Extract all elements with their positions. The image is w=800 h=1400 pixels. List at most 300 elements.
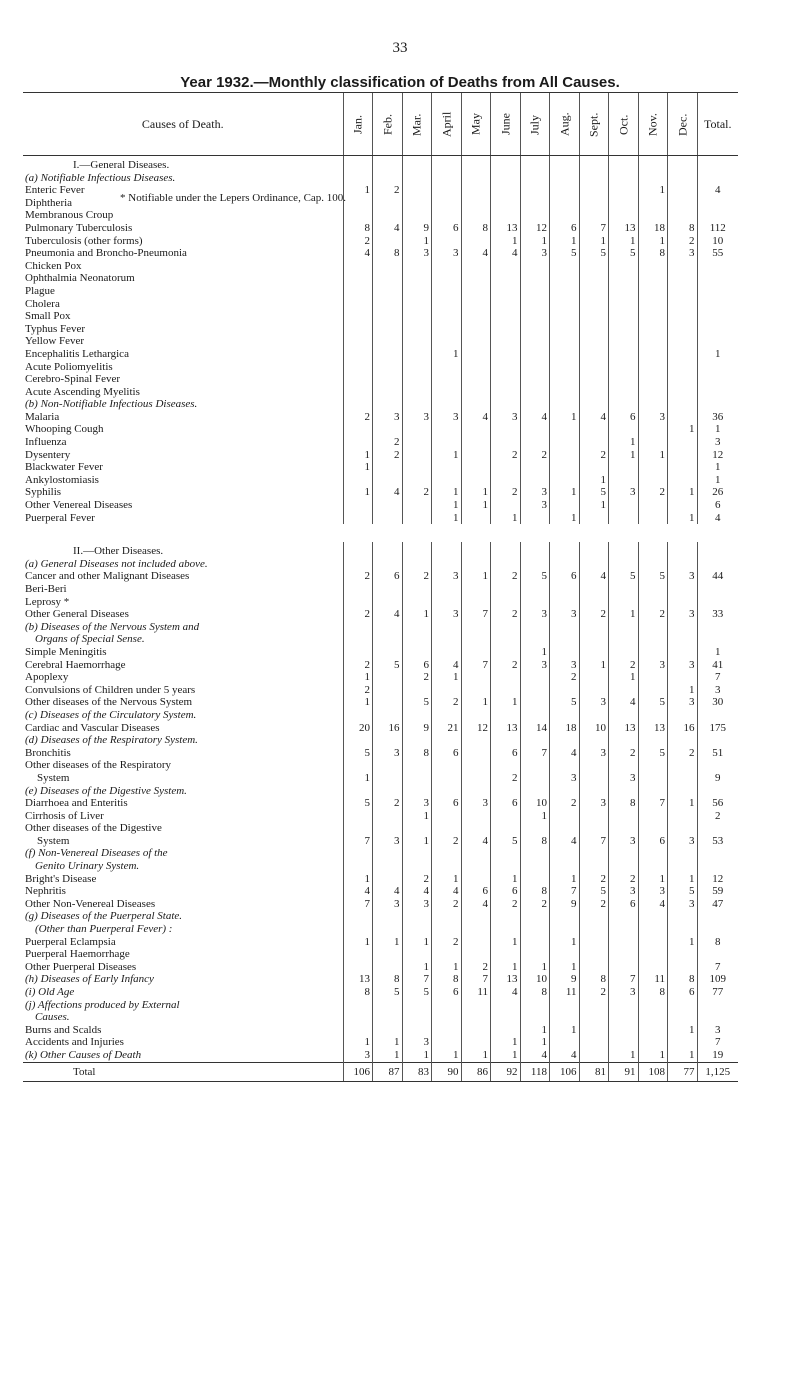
month-value-cell: 2 (343, 659, 373, 672)
month-value-cell: 5 (609, 570, 639, 583)
month-value-cell (609, 936, 639, 949)
month-value-cell (520, 335, 550, 348)
month-value-cell: 3 (491, 411, 521, 424)
month-value-cell: 3 (520, 486, 550, 499)
month-value-cell (520, 696, 550, 709)
month-value-cell: 1 (638, 449, 668, 462)
month-value-cell: 4 (343, 247, 373, 260)
month-value-cell (668, 759, 698, 772)
month-value-cell (402, 948, 432, 961)
month-value-cell: 6 (432, 222, 462, 235)
cause-label: Simple Meningitis (25, 645, 107, 658)
table-row (23, 386, 738, 399)
empty-cell (343, 709, 373, 722)
empty-cell (432, 398, 462, 411)
month-value-cell: 9 (550, 898, 580, 911)
month-value-cell (432, 461, 462, 474)
table-row (23, 973, 738, 986)
month-value-cell (609, 373, 639, 386)
month-value-cell (432, 386, 462, 399)
total-value-cell (697, 285, 738, 298)
cause-label: (i) Old Age (25, 986, 75, 998)
month-value-cell: 2 (579, 449, 609, 462)
empty-cell (461, 621, 491, 634)
empty-cell (609, 734, 639, 747)
empty-cell (373, 1011, 403, 1024)
empty-cell (579, 558, 609, 571)
table-row (23, 961, 738, 974)
month-value-cell: 7 (550, 885, 580, 898)
month-value-cell (402, 285, 432, 298)
month-value-cell: 3 (609, 885, 639, 898)
empty-cell (668, 1011, 698, 1024)
empty-cell (520, 156, 550, 172)
month-value-cell: 8 (373, 247, 403, 260)
month-value-cell: 8 (373, 973, 403, 986)
table-row (23, 348, 738, 361)
empty-cell (491, 785, 521, 798)
month-value-cell (461, 512, 491, 525)
month-value-cell (609, 348, 639, 361)
empty-cell (609, 1011, 639, 1024)
empty-cell (668, 172, 698, 185)
month-value-cell (373, 684, 403, 697)
month-value-cell (550, 436, 580, 449)
month-value-cell (579, 596, 609, 609)
month-value-cell: 4 (343, 885, 373, 898)
month-value-cell (609, 184, 639, 197)
cause-label: Puerperal Eclampsia (25, 935, 116, 948)
month-value-cell: 7 (579, 222, 609, 235)
cause-label: (a) Notifiable Infectious Diseases. (25, 171, 176, 184)
month-value-cell (579, 197, 609, 210)
cause-label: Diphtheria (25, 196, 73, 209)
month-value-cell (461, 948, 491, 961)
empty-cell (520, 1011, 550, 1024)
month-value-cell (638, 260, 668, 273)
group-heading-row (23, 999, 738, 1012)
month-value-cell (461, 436, 491, 449)
month-value-cell (402, 209, 432, 222)
cause-label: (j) Affections produced by External (25, 998, 180, 1011)
month-value-cell: 1 (402, 235, 432, 248)
month-value-cell (550, 759, 580, 772)
empty-cell (402, 785, 432, 798)
empty-cell (668, 785, 698, 798)
month-value-cell: 7 (343, 898, 373, 911)
empty-cell (550, 785, 580, 798)
empty-cell (491, 558, 521, 571)
month-value-cell (343, 386, 373, 399)
month-value-cell (609, 499, 639, 512)
empty-cell (432, 734, 462, 747)
total-value-cell (697, 596, 738, 609)
empty-cell (550, 999, 580, 1012)
page-number: 33 (392, 40, 408, 56)
month-header: Mar. (402, 93, 432, 156)
month-value-cell (343, 948, 373, 961)
total-value-cell (697, 197, 738, 210)
month-value-cell: 8 (520, 835, 550, 848)
month-value-cell: 10 (520, 797, 550, 810)
month-value-cell (491, 948, 521, 961)
month-value-cell (461, 747, 491, 760)
month-value-cell (432, 197, 462, 210)
month-value-cell (373, 873, 403, 886)
month-value-cell: 1 (609, 449, 639, 462)
month-value-cell (402, 184, 432, 197)
empty-cell (579, 709, 609, 722)
empty-cell (668, 709, 698, 722)
month-value-cell: 5 (638, 696, 668, 709)
month-value-cell: 3 (638, 885, 668, 898)
month-value-cell (491, 1024, 521, 1037)
month-value-cell: 3 (668, 608, 698, 621)
month-value-cell (402, 335, 432, 348)
empty-cell (579, 398, 609, 411)
month-value-cell: 3 (579, 696, 609, 709)
table-row (23, 722, 738, 735)
empty-cell (402, 923, 432, 936)
month-value-cell (520, 512, 550, 525)
cause-label: I.—General Diseases. (73, 159, 170, 171)
empty-cell (432, 709, 462, 722)
month-value-cell (491, 684, 521, 697)
month-value-cell (432, 1036, 462, 1049)
month-value-cell: 8 (461, 222, 491, 235)
cause-label: Blackwater Fever (25, 461, 103, 474)
month-value-cell: 2 (343, 570, 373, 583)
cause-label: Cholera (25, 297, 60, 310)
month-value-cell: 1 (343, 486, 373, 499)
empty-cell (461, 558, 491, 571)
total-value-cell (697, 948, 738, 961)
month-value-cell (432, 209, 462, 222)
group-heading-row (23, 1011, 738, 1024)
month-value-cell: 6 (491, 747, 521, 760)
month-value-cell (550, 386, 580, 399)
month-value-cell: 3 (668, 247, 698, 260)
table-row (23, 247, 738, 260)
month-value-cell: 1 (609, 671, 639, 684)
month-value-cell (638, 348, 668, 361)
empty-cell (432, 923, 462, 936)
month-value-cell: 1 (343, 184, 373, 197)
empty-cell (461, 860, 491, 873)
total-value-cell: 2 (697, 810, 738, 823)
month-value-cell (432, 310, 462, 323)
month-value-cell (609, 260, 639, 273)
month-value-cell (432, 646, 462, 659)
month-value-cell (668, 449, 698, 462)
month-value-cell: 1 (491, 873, 521, 886)
empty-cell (609, 785, 639, 798)
empty-cell (402, 734, 432, 747)
table-row (23, 747, 738, 760)
month-value-cell (461, 335, 491, 348)
month-value-cell (579, 583, 609, 596)
cause-column-header: Causes of Death. (23, 93, 343, 156)
empty-cell (550, 709, 580, 722)
month-value-cell: 2 (373, 436, 403, 449)
empty-cell (402, 542, 432, 558)
month-value-cell: 83 (402, 1062, 432, 1082)
month-value-cell (550, 684, 580, 697)
month-value-cell (550, 373, 580, 386)
total-value-cell: 77 (697, 986, 738, 999)
month-value-cell (461, 310, 491, 323)
month-value-cell (373, 596, 403, 609)
month-value-cell: 2 (491, 898, 521, 911)
empty-cell (579, 999, 609, 1012)
month-value-cell (491, 461, 521, 474)
month-value-cell (402, 197, 432, 210)
month-value-cell: 3 (668, 898, 698, 911)
month-value-cell (343, 373, 373, 386)
month-value-cell (550, 499, 580, 512)
empty-cell (343, 558, 373, 571)
month-value-cell (668, 499, 698, 512)
table-row (23, 646, 738, 659)
empty-cell (520, 910, 550, 923)
empty-cell (579, 734, 609, 747)
month-value-cell (550, 474, 580, 487)
month-value-cell: 13 (491, 222, 521, 235)
month-value-cell: 1 (550, 235, 580, 248)
empty-cell (373, 734, 403, 747)
month-value-cell: 6 (373, 570, 403, 583)
table-row (23, 1024, 738, 1037)
month-value-cell: 2 (373, 449, 403, 462)
empty-cell (402, 156, 432, 172)
month-value-cell (609, 310, 639, 323)
month-value-cell (432, 759, 462, 772)
month-value-cell (343, 499, 373, 512)
total-value-cell (697, 272, 738, 285)
month-value-cell (579, 671, 609, 684)
month-value-cell (343, 260, 373, 273)
month-value-cell: 1 (432, 1049, 462, 1062)
total-row (23, 1062, 738, 1082)
empty-cell (461, 156, 491, 172)
month-value-cell: 106 (343, 1062, 373, 1082)
month-value-cell (550, 285, 580, 298)
month-value-cell: 92 (491, 1062, 521, 1082)
month-value-cell (373, 822, 403, 835)
month-value-cell: 2 (432, 898, 462, 911)
month-value-cell (461, 1024, 491, 1037)
month-value-cell: 8 (609, 797, 639, 810)
table-row (23, 486, 738, 499)
month-value-cell (579, 759, 609, 772)
month-value-cell (402, 361, 432, 374)
total-value-cell (697, 583, 738, 596)
empty-cell (491, 542, 521, 558)
cause-label: Ophthalmia Neonatorum (25, 272, 135, 285)
empty-cell (343, 847, 373, 860)
empty-cell (550, 847, 580, 860)
month-value-cell (668, 209, 698, 222)
month-value-cell (609, 461, 639, 474)
month-value-cell: 6 (432, 747, 462, 760)
month-value-cell: 1 (491, 1049, 521, 1062)
empty-cell (697, 1011, 738, 1024)
table-header-row (23, 93, 738, 156)
total-column-header: Total. (697, 93, 738, 156)
total-value-cell: 12 (697, 449, 738, 462)
total-value-cell: 1 (697, 461, 738, 474)
month-value-cell (402, 646, 432, 659)
month-value-cell: 2 (579, 608, 609, 621)
month-value-cell: 3 (343, 1049, 373, 1062)
month-value-cell (432, 323, 462, 336)
month-value-cell (432, 436, 462, 449)
month-value-cell: 3 (668, 696, 698, 709)
month-value-cell (520, 184, 550, 197)
month-value-cell (550, 272, 580, 285)
month-value-cell (461, 373, 491, 386)
table-row (23, 1049, 738, 1062)
empty-cell (461, 785, 491, 798)
empty-cell (343, 542, 373, 558)
empty-cell (638, 558, 668, 571)
month-value-cell: 7 (402, 973, 432, 986)
empty-cell (343, 398, 373, 411)
empty-cell (638, 860, 668, 873)
empty-cell (668, 910, 698, 923)
cause-label: Dysentery (25, 448, 71, 461)
month-value-cell: 3 (668, 835, 698, 848)
month-value-cell: 1 (461, 1049, 491, 1062)
empty-cell (579, 542, 609, 558)
month-value-cell: 6 (432, 986, 462, 999)
empty-cell (697, 999, 738, 1012)
month-value-cell: 118 (520, 1062, 550, 1082)
month-value-cell (461, 461, 491, 474)
month-value-cell (579, 209, 609, 222)
empty-cell (343, 785, 373, 798)
cause-label: Enteric Fever (25, 184, 85, 197)
month-value-cell (609, 323, 639, 336)
cause-label: (b) Diseases of the Nervous System and (25, 620, 200, 633)
month-value-cell (579, 423, 609, 436)
empty-cell (550, 633, 580, 646)
total-value-cell (697, 361, 738, 374)
month-value-cell (491, 646, 521, 659)
month-value-cell (609, 1036, 639, 1049)
total-value-cell: 1 (697, 348, 738, 361)
table-row (23, 272, 738, 285)
month-value-cell (550, 335, 580, 348)
month-value-cell: 3 (550, 608, 580, 621)
month-value-cell (520, 298, 550, 311)
month-header: Dec. (668, 93, 698, 156)
month-value-cell: 20 (343, 722, 373, 735)
month-value-cell: 8 (638, 986, 668, 999)
month-value-cell (550, 184, 580, 197)
cause-label: Causes. (35, 1011, 70, 1024)
empty-cell (491, 860, 521, 873)
month-value-cell: 7 (520, 747, 550, 760)
month-value-cell: 1 (550, 486, 580, 499)
month-value-cell (520, 474, 550, 487)
month-value-cell: 10 (579, 722, 609, 735)
group-heading-row (23, 398, 738, 411)
month-value-cell: 2 (432, 696, 462, 709)
month-value-cell: 1 (373, 936, 403, 949)
month-value-cell (668, 285, 698, 298)
month-value-cell (520, 436, 550, 449)
month-value-cell: 1 (432, 961, 462, 974)
month-value-cell (609, 1024, 639, 1037)
month-value-cell: 1 (579, 499, 609, 512)
month-value-cell (491, 348, 521, 361)
total-value-cell: 4 (697, 184, 738, 197)
month-value-cell (579, 298, 609, 311)
month-value-cell (668, 1036, 698, 1049)
empty-cell (697, 172, 738, 185)
empty-cell (638, 734, 668, 747)
month-value-cell: 8 (343, 986, 373, 999)
month-value-cell (432, 298, 462, 311)
month-value-cell (668, 961, 698, 974)
empty-cell (668, 156, 698, 172)
month-value-cell: 4 (520, 1049, 550, 1062)
month-value-cell (638, 461, 668, 474)
month-value-cell: 81 (579, 1062, 609, 1082)
month-value-cell (638, 197, 668, 210)
month-value-cell: 3 (579, 747, 609, 760)
month-value-cell (402, 1024, 432, 1037)
cause-label: Genito Urinary System. (35, 860, 140, 873)
month-value-cell: 1 (343, 772, 373, 785)
month-value-cell (520, 759, 550, 772)
month-value-cell: 5 (550, 247, 580, 260)
table-row (23, 671, 738, 684)
table-row (23, 835, 738, 848)
empty-cell (373, 785, 403, 798)
empty-cell (697, 910, 738, 923)
cause-label: Whooping Cough (25, 423, 104, 436)
month-value-cell: 1 (373, 1049, 403, 1062)
month-value-cell (461, 184, 491, 197)
empty-cell (461, 734, 491, 747)
month-value-cell: 86 (461, 1062, 491, 1082)
month-value-cell (491, 423, 521, 436)
table-row (23, 797, 738, 810)
month-value-cell (609, 583, 639, 596)
month-value-cell (609, 684, 639, 697)
month-value-cell (491, 209, 521, 222)
empty-cell (520, 860, 550, 873)
empty-cell (668, 734, 698, 747)
month-value-cell: 4 (579, 570, 609, 583)
empty-cell (638, 999, 668, 1012)
month-value-cell (343, 810, 373, 823)
empty-cell (520, 398, 550, 411)
month-value-cell: 5 (579, 486, 609, 499)
month-value-cell (343, 209, 373, 222)
month-value-cell (461, 209, 491, 222)
month-value-cell (609, 961, 639, 974)
month-value-cell: 2 (668, 235, 698, 248)
month-value-cell: 3 (432, 411, 462, 424)
total-value-cell: 112 (697, 222, 738, 235)
month-value-cell: 3 (609, 835, 639, 848)
empty-cell (432, 633, 462, 646)
cause-label: Syphilis (25, 486, 62, 499)
month-value-cell: 1 (402, 608, 432, 621)
